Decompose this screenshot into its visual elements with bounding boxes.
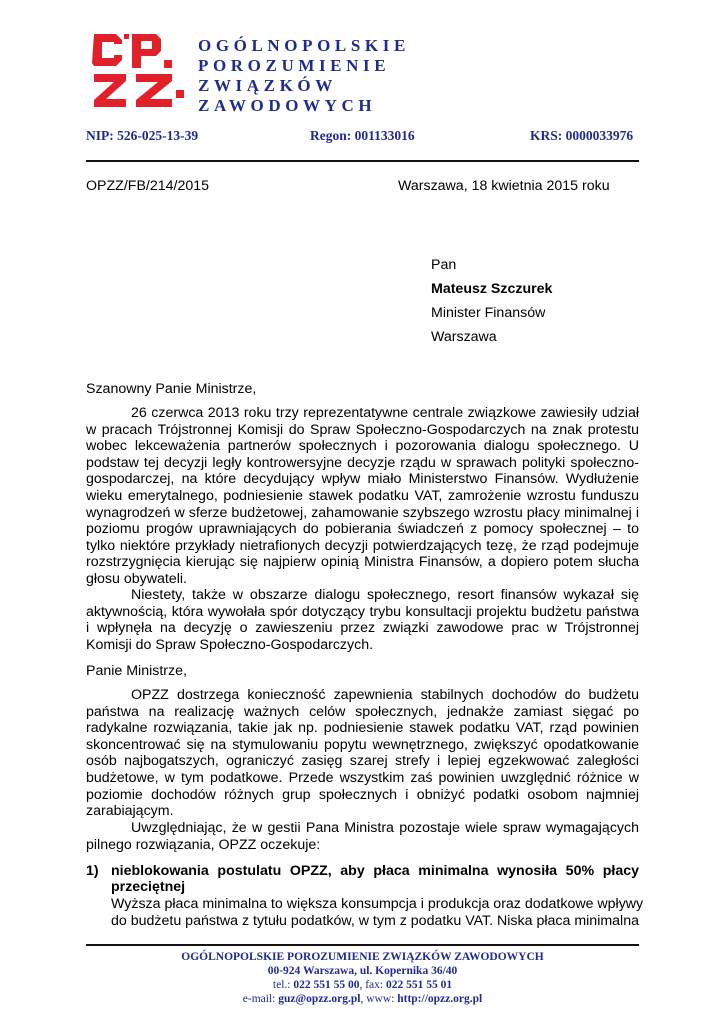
footer-fax-label: , fax:: [359, 979, 386, 991]
recipient-name: Mateusz Szczurek: [431, 281, 553, 297]
footer-address: 00-924 Warszawa, ul. Kopernika 36/40: [267, 965, 458, 977]
footer-org-name: OGÓLNOPOLSKIE POROZUMIENIE ZWIĄZKÓW ZAWODOWYCH: [181, 951, 544, 963]
demand-1-text-line-2: do budżetu państwa z tytułu podatków, w tym z podatku VAT. Niska płaca minimalna: [111, 913, 639, 929]
krs-number: KRS: 0000033976: [530, 128, 634, 143]
header-divider: [86, 160, 639, 162]
paragraph-3: [86, 687, 639, 820]
demand-1-number: 1): [86, 863, 99, 879]
footer-phone-line: [86, 978, 639, 992]
greeting-2: Panie Ministrze,: [86, 663, 187, 679]
org-name-line-1: OGÓLNOPOLSKIE: [198, 36, 410, 55]
footer-email-label: e-mail:: [242, 993, 279, 1005]
recipient-city: Warszawa: [431, 329, 497, 345]
org-name-line-3: ZWIĄZKÓW: [198, 76, 337, 95]
paragraph-1: [86, 405, 639, 588]
recipient-salutation: Pan: [431, 257, 457, 273]
footer-www-label: , www:: [360, 993, 398, 1005]
footer-fax: 022 551 55 01: [385, 979, 453, 991]
paragraph-4: [86, 820, 639, 853]
letter-date: Warszawa, 18 kwietnia 2015 roku: [398, 178, 610, 194]
demand-1-text-line-1: Wyższa płaca minimalna to większa konsumpcja i produkcja oraz dodatkowe wpływy: [111, 896, 644, 912]
footer-divider: [86, 944, 639, 946]
footer-contact-line: [86, 992, 639, 1006]
footer-tel: 022 551 55 00: [293, 979, 360, 991]
paragraph-2: [86, 587, 639, 653]
greeting: Szanowny Panie Ministrze,: [86, 381, 257, 397]
reference-number: OPZZ/FB/214/2015: [86, 178, 210, 194]
footer-org: [86, 950, 639, 964]
paragraph-4-text: Uwzględniając, że w gestii Pana Ministra pozostaje wiele spraw wymagających pilnego rozwiązania, OPZZ oczekuje:: [86, 820, 639, 853]
org-name-line-4: ZAWODOWYCH: [198, 96, 377, 115]
nip-number: NIP: 526-025-13-39: [86, 128, 199, 143]
regon-number: Regon: 001133016: [310, 128, 415, 143]
demand-1-title-line-2: przeciętnej: [111, 879, 186, 895]
footer-tel-label: tel.:: [272, 979, 294, 991]
paragraph-3-text: OPZZ dostrzega konieczność zapewnienia stabilnych dochodów do budżetu państwa na realizację ważnych celów społecznych, jednakże zamiast sięgać po radykalne rozwiązania, takie jak np. podniesienie stawek podatku VAT, rząd powinien skoncentrować się na stymulowaniu popytu wewnętrznego, zwiększyć opodatkowanie osób najbogatszych, ograniczyć zasięg szarej strefy i lepiej egzekwować zaległości budżetowe, w tym podatkowe. Przede wszystkim zaś powinien uwzględnić różnice w poziomie dochodów różnych grup społecznych i obniżyć podatki osobom najmniej zarabiającym.: [86, 687, 639, 820]
demand-1-title-line-1: nieblokowania postulatu OPZZ, aby płaca minimalna wynosiła 50% płacy: [111, 863, 639, 879]
footer-address-line: [86, 964, 639, 978]
paragraph-2-text: Niestety, także w obszarze dialogu społecznego, resort finansów wykazał się aktywnością, która wywołała spór dotyczący trybu konsultacji projektu budżetu państwa i wpłynęła na decyzję o zawieszeniu przez związki zawodowe prac w Trójstronnej Komisji do Spraw Społeczno-Gospodarczych.: [86, 587, 639, 653]
org-name-line-2: POROZUMIENIE: [198, 56, 391, 75]
opzz-logo: [92, 30, 187, 113]
footer-email-link[interactable]: guz@opzz.org.pl: [278, 993, 361, 1005]
recipient-title: Minister Finansów: [431, 305, 546, 321]
footer-www-link[interactable]: http://opzz.org.pl: [397, 993, 483, 1005]
paragraph-1-text: 26 czerwca 2013 roku trzy reprezentatywne centrale związkowe zawiesiły udział w pracach Trójstronnej Komisji do Spraw Społeczno-Gospodarczych na znak protestu wobec lekceważenia partnerów społecznych i pozorowania dialogu społecznego. U podstaw tej decyzji legły kontrowersyjne decyzje rządu w sprawach polityki społeczno-gospodarczej, na które decydujący wpływ miało Ministerstwo Finansów. Wydłużenie wieku emerytalnego, podniesienie stawek podatku VAT, zamrożenie wzrostu funduszu wynagrodzeń w sferze budżetowej, zahamowanie szybszego wzrostu płacy minimalnej i poziomu progów uprawniających do pobierania świadczeń z pomocy społecznej – to tylko niektóre przykłady nietrafionych decyzji potwierdzających tezę, że rząd podejmuje rozstrzygnięcia kierując się najpierw opinią Ministra Finansów, a dopiero potem słucha głosu obywateli.: [86, 405, 639, 587]
